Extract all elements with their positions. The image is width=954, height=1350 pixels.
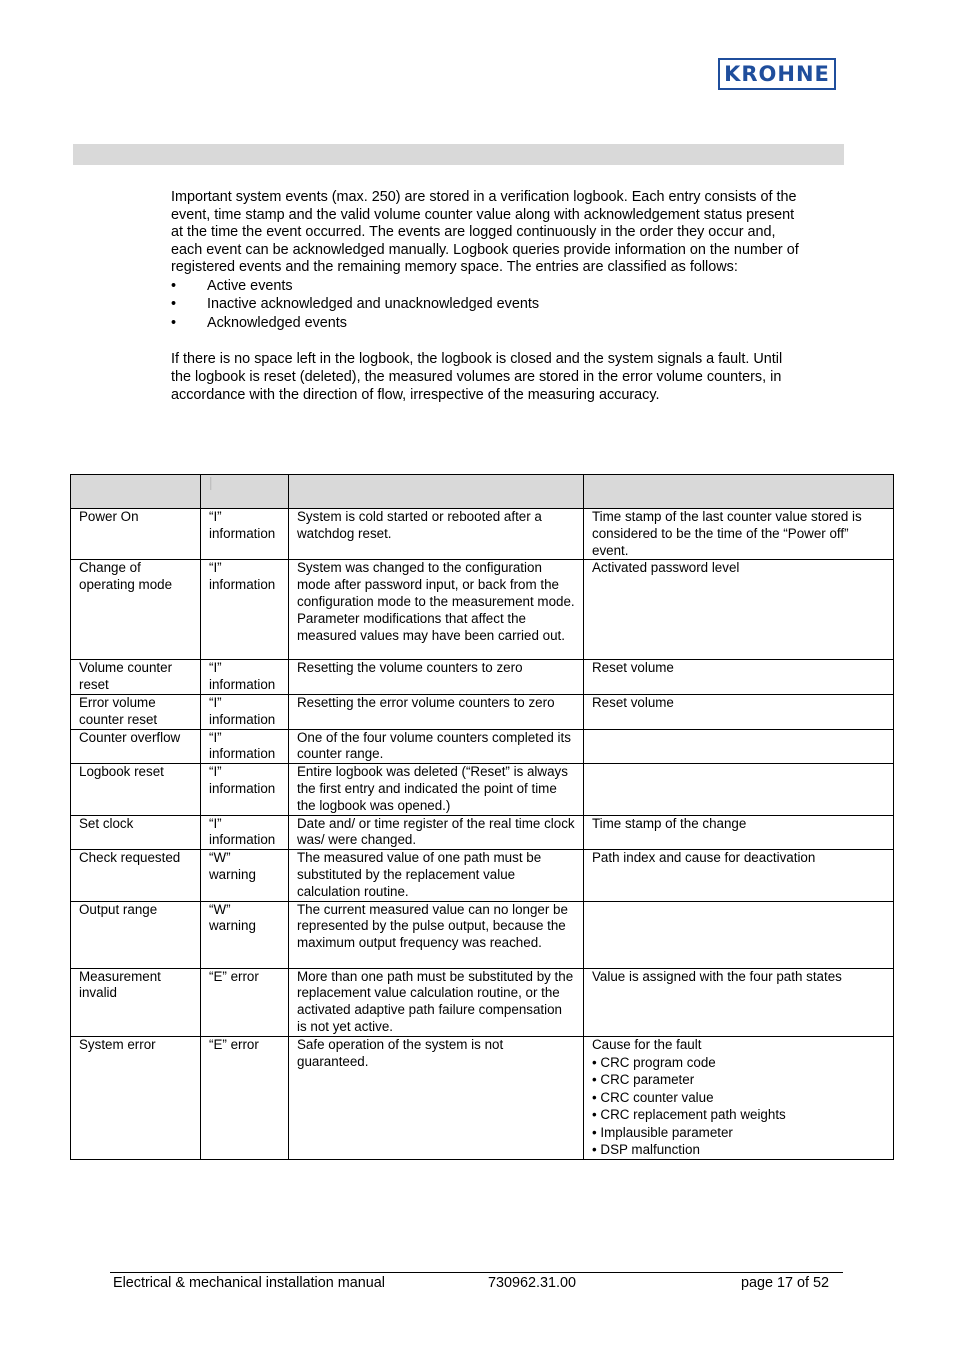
info-cell (584, 509, 894, 560)
description-cell: Resetting the error volume counters to zero (289, 694, 584, 729)
table-body (71, 509, 894, 1160)
events-table (70, 474, 894, 1160)
description-cell: The current measured value can no longer be represented by the pulse output, because the maximum output frequency was reached. (289, 901, 584, 968)
table-row (71, 660, 894, 695)
list-item: • Inactive acknowledged and unacknowledged events (171, 296, 540, 313)
type-cell: “E” error (201, 1036, 289, 1159)
info-line: Time stamp of the last counter value stored is considered to be the time of the “Power off” event. (592, 509, 862, 558)
type-cell: “I” information (201, 509, 289, 560)
info-cell (584, 560, 894, 660)
description-cell: Safe operation of the system is not guaranteed. (289, 1036, 584, 1159)
table-row (71, 509, 894, 560)
description-cell: System was changed to the configuration mode after password input, or back from the configuration mode to the measurement mode. Parameter modifications that affect the measured values may have been carried out. (289, 560, 584, 660)
bullet-icon: • (171, 314, 177, 331)
info-line: • CRC program code (592, 1054, 716, 1070)
section-header-bar (73, 144, 844, 165)
table-row (71, 560, 894, 660)
info-cell (584, 1036, 894, 1159)
footer-title: Electrical & mechanical installation manual (113, 1275, 385, 1291)
type-cell: “I” information (201, 560, 289, 660)
table-row (71, 901, 894, 968)
description-cell: System is cold started or rebooted after a watchdog reset. (289, 509, 584, 560)
bullet-icon: • (171, 277, 177, 294)
info-line: • CRC parameter (592, 1072, 695, 1088)
type-cell: “W” warning (201, 850, 289, 901)
info-line: • DSP malfunction (592, 1142, 700, 1158)
krohne-logo (718, 58, 836, 90)
bullet-icon: • (171, 296, 177, 313)
footer-divider (110, 1272, 843, 1273)
info-cell (584, 660, 894, 695)
event-cell: Error volume counter reset (71, 694, 201, 729)
footer-doc-number: 730962.31.00 (488, 1275, 577, 1291)
header-cell (71, 475, 201, 509)
event-cell: Power On (71, 509, 201, 560)
info-line: Reset volume (592, 694, 674, 710)
info-cell (584, 694, 894, 729)
header-cell (201, 475, 289, 509)
event-cell: Output range (71, 901, 201, 968)
header-mark: | (209, 475, 213, 490)
table-row (71, 729, 894, 764)
info-line: Time stamp of the change (592, 815, 747, 831)
event-class-list (171, 277, 801, 333)
info-line: • Implausible parameter (592, 1124, 733, 1140)
event-cell: System error (71, 1036, 201, 1159)
info-cell (584, 815, 894, 850)
table-row (71, 764, 894, 815)
info-cell (584, 901, 894, 968)
description-cell: Resetting the volume counters to zero (289, 660, 584, 695)
event-cell: Measurement invalid (71, 968, 201, 1036)
table-header-row (71, 475, 894, 509)
intro-paragraph-1: Important system events (max. 250) are stored in a verification logbook. Each entry consists of the event, time stamp and the valid volume counter value along with acknowledgement status present at the time the event occurred. The events are logged continuously in the order they occur and, each event can be acknowledged manually. Logbook queries provide information on the number of registered events and the remaining memory space. The entries are classified as follows: (171, 189, 799, 276)
type-cell: “E” error (201, 968, 289, 1036)
type-cell: “I” information (201, 815, 289, 850)
info-list (592, 1037, 885, 1159)
event-cell: Change of operating mode (71, 560, 201, 660)
info-list (592, 969, 885, 986)
table-row (71, 850, 894, 901)
event-cell: Check requested (71, 850, 201, 901)
event-cell: Logbook reset (71, 764, 201, 815)
table-row (71, 1036, 894, 1159)
info-list (592, 816, 885, 833)
table-row (71, 968, 894, 1036)
description-cell: Entire logbook was deleted (“Reset” is always the first entry and indicated the point of time the logbook was opened.) (289, 764, 584, 815)
logo-text: KROHNE (724, 62, 830, 86)
type-cell: “I” information (201, 660, 289, 695)
type-cell: “W” warning (201, 901, 289, 968)
description-cell: One of the four volume counters completed its counter range. (289, 729, 584, 764)
info-list (592, 560, 885, 577)
info-line: Reset volume (592, 660, 674, 676)
table-row (71, 815, 894, 850)
description-cell: Date and/ or time register of the real time clock was/ were changed. (289, 815, 584, 850)
info-line: Cause for the fault (592, 1036, 702, 1052)
info-line: Path index and cause for deactivation (592, 850, 816, 866)
type-cell: “I” information (201, 764, 289, 815)
info-line: • CRC replacement path weights (592, 1107, 786, 1123)
info-cell (584, 968, 894, 1036)
info-list (592, 509, 885, 559)
event-cell: Counter overflow (71, 729, 201, 764)
table-row (71, 694, 894, 729)
header-cell (289, 475, 584, 509)
info-list (592, 695, 885, 712)
event-cell: Volume counter reset (71, 660, 201, 695)
description-cell: More than one path must be substituted by the replacement value calculation routine, or the activated adaptive path failure compensation is not yet active. (289, 968, 584, 1036)
list-item: • Active events (171, 277, 293, 294)
header-cell (584, 475, 894, 509)
info-list (592, 660, 885, 677)
type-cell: “I” information (201, 694, 289, 729)
intro-text (171, 189, 801, 404)
info-line: • CRC counter value (592, 1089, 714, 1105)
info-line: Value is assigned with the four path states (592, 968, 842, 984)
type-cell: “I” information (201, 729, 289, 764)
info-cell (584, 764, 894, 815)
info-cell (584, 850, 894, 901)
info-list (592, 850, 885, 867)
info-line: Activated password level (592, 560, 740, 576)
info-cell (584, 729, 894, 764)
list-item: • Acknowledged events (171, 314, 347, 331)
footer-page-number: page 17 of 52 (741, 1275, 830, 1291)
intro-paragraph-2: If there is no space left in the logbook, the logbook is closed and the system signals a fault. Until the logbook is reset (deleted), the measured volumes are stored in the error volume counters, in accordance with the direction of flow, irrespective of the measuring accuracy. (171, 351, 783, 403)
description-cell: The measured value of one path must be substituted by the replacement value calculation routine. (289, 850, 584, 901)
event-cell: Set clock (71, 815, 201, 850)
